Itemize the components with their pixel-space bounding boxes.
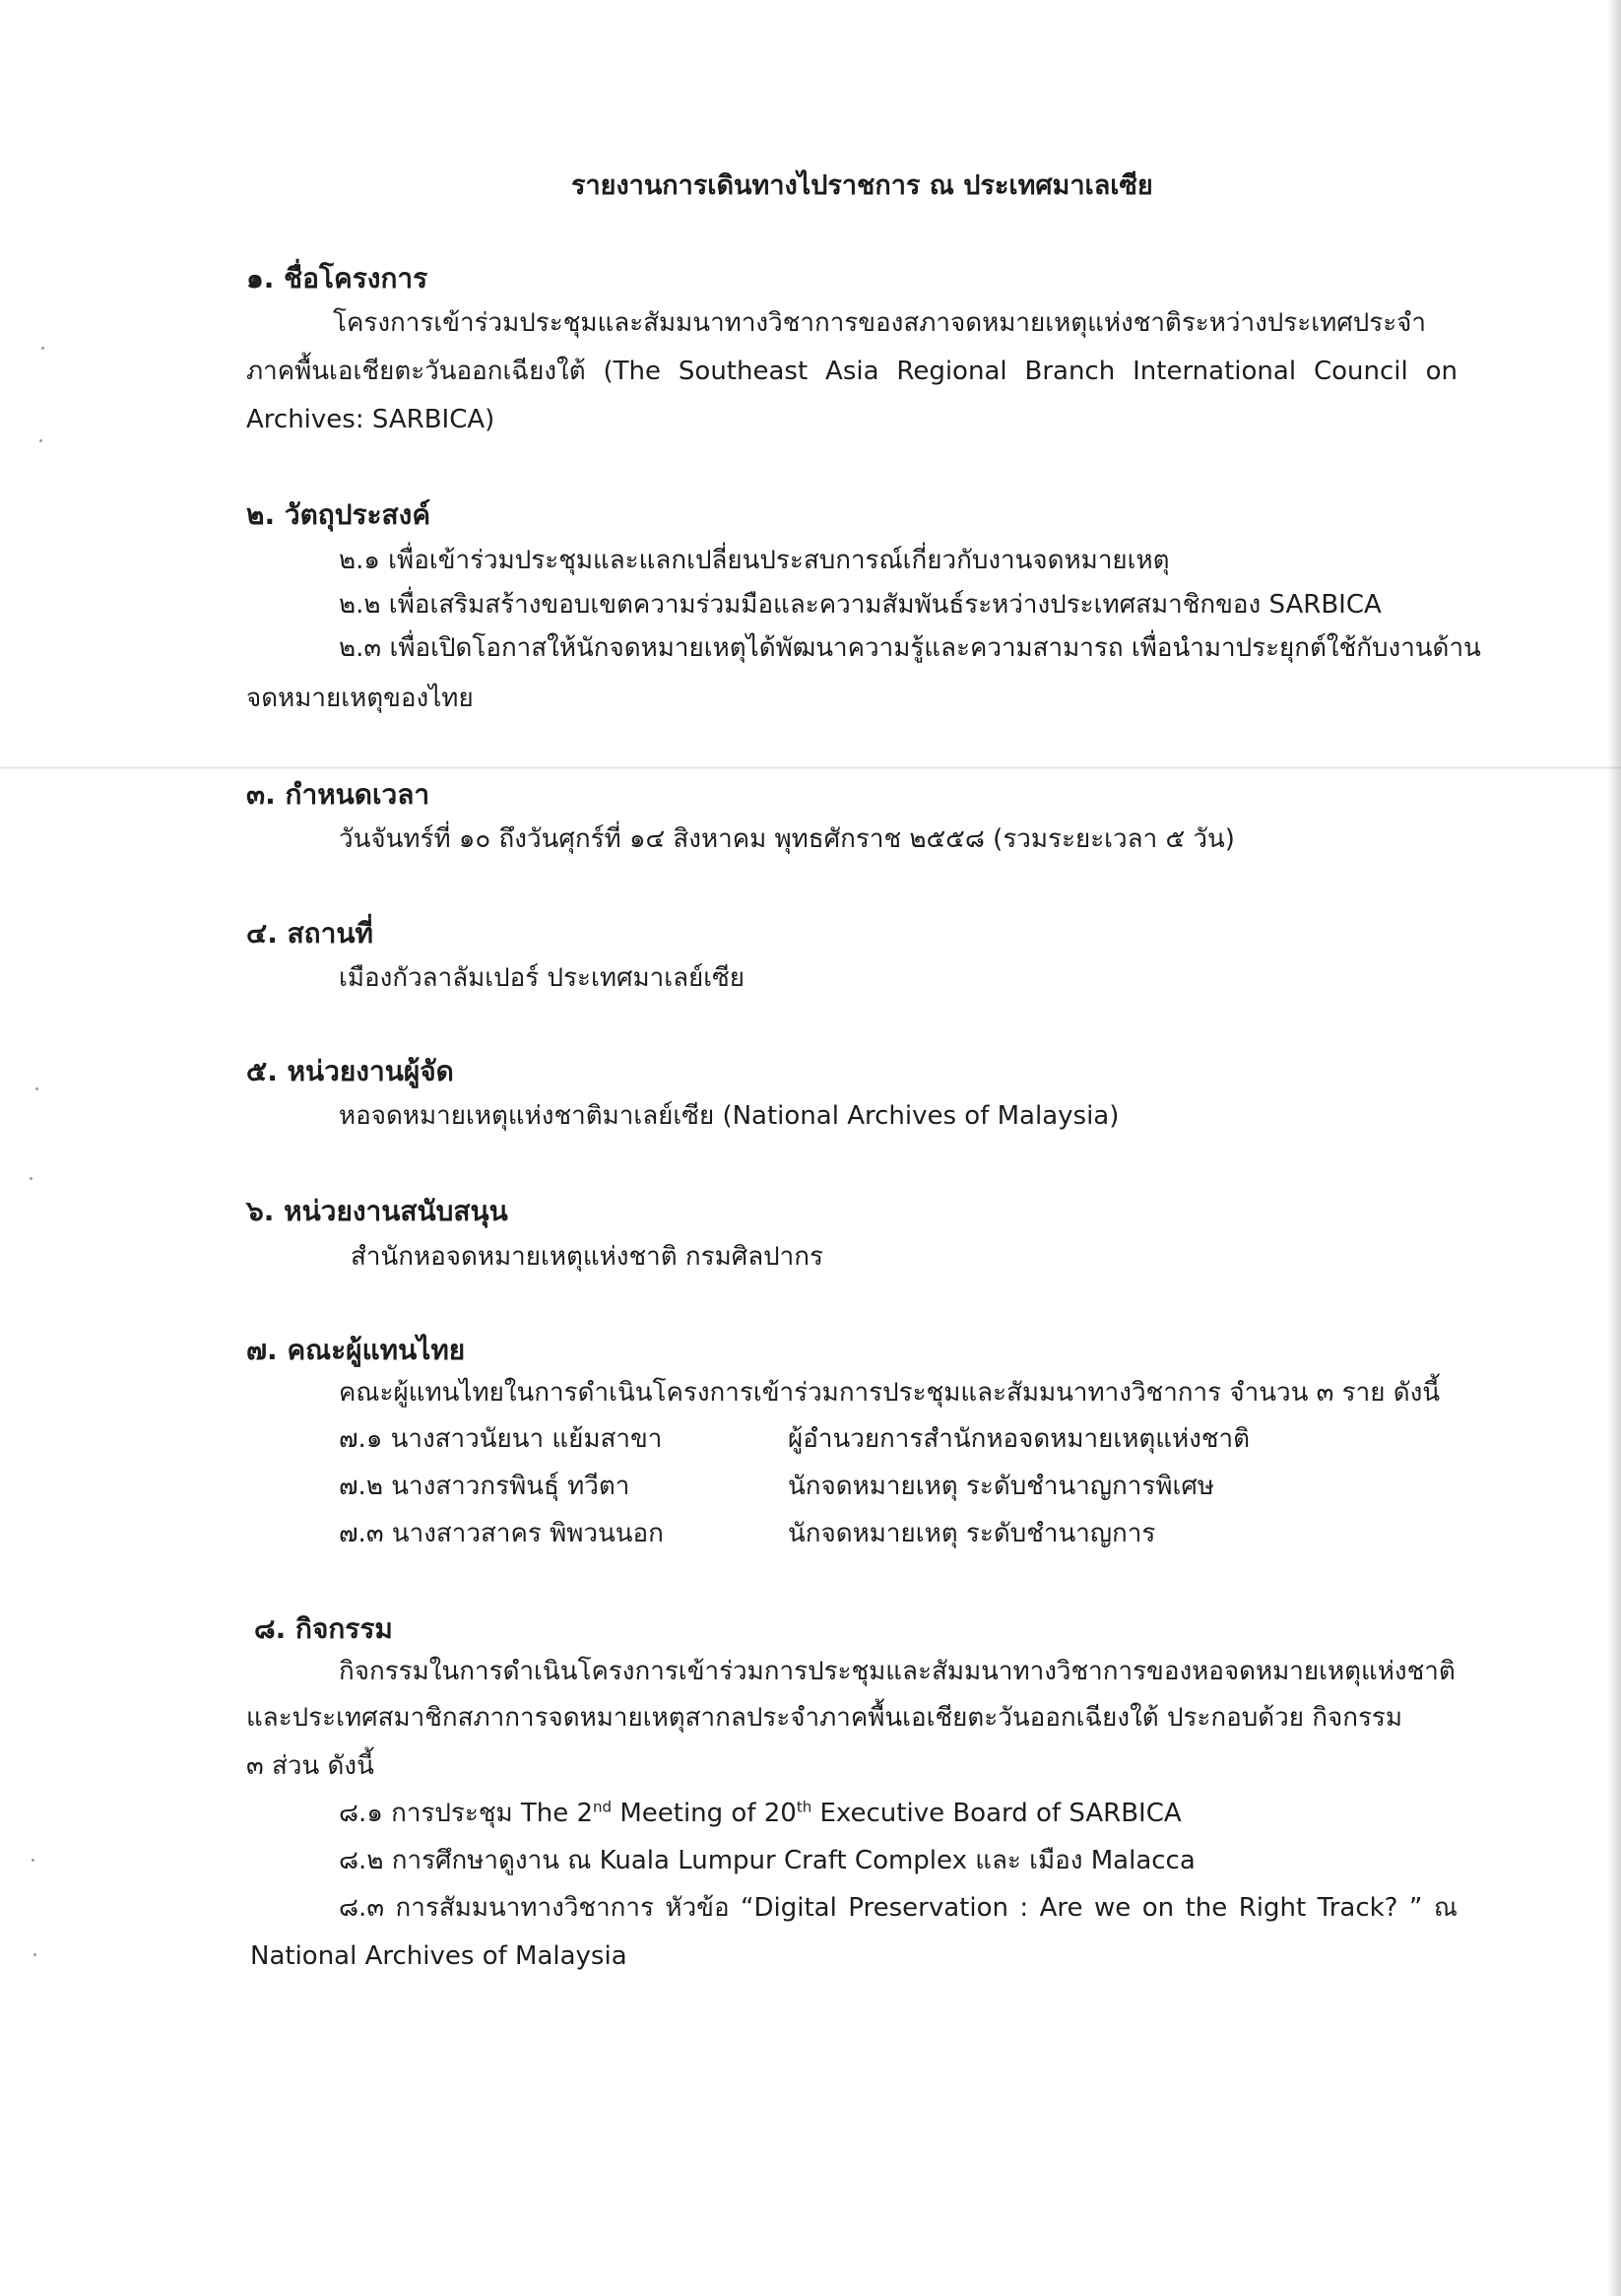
scan-speck <box>32 1859 34 1862</box>
delegation-intro: คณะผู้แทนไทยในการดำเนินโครงการเข้าร่วมการประชุมและสัมมนาทางวิชาการ จำนวน ๓ ราย ดังนี้ <box>339 1378 1441 1408</box>
activity-item-1-part: Executive Board of SARBICA <box>811 1799 1182 1828</box>
delegate-role: ผู้อำนวยการสำนักหอจดหมายเหตุแห่งชาติ <box>788 1424 1250 1454</box>
section-5-heading: ๕. หน่วยงานผู้จัด <box>246 1055 454 1087</box>
delegate-name: ๗.๒ นางสาวกรพินธุ์ ทวีตา <box>339 1472 630 1501</box>
activities-text-line-2: และประเทศสมาชิกสภาการจดหมายเหตุสากลประจำภาคพื้นเอเชียตะวันออกเฉียงใต้ ประกอบด้วย กิจกรรม <box>246 1703 1403 1733</box>
supporter-text: สำนักหอจดหมายเหตุแห่งชาติ กรมศิลปากร <box>351 1242 823 1272</box>
document-title: รายงานการเดินทางไปราชการ ณ ประเทศมาเลเซีย <box>571 170 1153 201</box>
organizer-text: หอจดหมายเหตุแห่งชาติมาเลย์เซีย (National Archives of Malaysia) <box>339 1101 1120 1131</box>
objective-item-2: ๒.๒ เพื่อเสริมสร้างขอบเขตความร่วมมือและความสัมพันธ์ระหว่างประเทศสมาชิกของ SARBICA <box>339 590 1382 620</box>
ordinal-superscript: nd <box>593 1798 613 1816</box>
scan-speck <box>35 1087 38 1090</box>
activity-item-3: ๘.๓ การสัมมนาทางวิชาการ หัวข้อ “Digital Preservation : Are we on the Right Track? ” ณ <box>339 1893 1458 1923</box>
objective-item-3: ๒.๓ เพื่อเปิดโอกาสให้นักจดหมายเหตุได้พัฒนาความรู้และความสามารถ เพื่อนำมาประยุกต์ใช้กับงานด้าน <box>339 633 1481 663</box>
paper-fold-line <box>0 766 1621 769</box>
activities-text-line-1: กิจกรรมในการดำเนินโครงการเข้าร่วมการประชุมและสัมมนาทางวิชาการของหอจดหมายเหตุแห่งชาติ <box>339 1657 1456 1686</box>
section-8-heading: ๘. กิจกรรม <box>254 1612 393 1645</box>
activities-text-line-3: ๓ ส่วน ดังนี้ <box>246 1751 374 1781</box>
delegate-role: นักจดหมายเหตุ ระดับชำนาญการ <box>788 1519 1156 1548</box>
activity-item-1-part: ๘.๑ การประชุม The 2 <box>339 1799 594 1828</box>
section-1-text-line-2: ภาคพื้นเอเชียตะวันออกเฉียงใต้ (The Southeast Asia Regional Branch International Council on <box>246 357 1458 386</box>
delegate-name: ๗.๓ นางสาวสาคร พิพวนนอก <box>339 1519 664 1548</box>
activity-item-2: ๘.๒ การศึกษาดูงาน ณ Kuala Lumpur Craft Complex และ เมือง Malacca <box>339 1846 1196 1875</box>
section-4-heading: ๔. สถานที่ <box>246 917 373 950</box>
ordinal-superscript: th <box>796 1798 812 1816</box>
objective-item-3-continued: จดหมายเหตุของไทย <box>246 684 474 713</box>
scan-speck <box>33 1953 36 1956</box>
delegate-role: นักจดหมายเหตุ ระดับชำนาญการพิเศษ <box>788 1472 1214 1501</box>
activity-item-3-continued: National Archives of Malaysia <box>250 1941 627 1971</box>
delegate-name: ๗.๑ นางสาวนัยนา แย้มสาขา <box>339 1424 663 1454</box>
scan-speck <box>30 1177 32 1180</box>
section-3-heading: ๓. กำหนดเวลา <box>246 778 430 811</box>
section-2-heading: ๒. วัตถุประสงค์ <box>246 498 431 531</box>
scan-speck <box>41 347 44 350</box>
section-7-heading: ๗. คณะผู้แทนไทย <box>246 1334 466 1366</box>
section-1-heading: ๑. ชื่อโครงการ <box>246 262 428 295</box>
activity-item-1-part: Meeting of 20 <box>612 1799 797 1828</box>
location-text: เมืองกัวลาลัมเปอร์ ประเทศมาเลย์เซีย <box>339 963 746 993</box>
scan-speck <box>39 439 42 442</box>
schedule-text: วันจันทร์ที่ ๑๐ ถึงวันศุกร์ที่ ๑๔ สิงหาคม พุทธศักราช ๒๕๕๘ (รวมระยะเวลา ๕ วัน) <box>339 824 1235 854</box>
objective-item-1: ๒.๑ เพื่อเข้าร่วมประชุมและแลกเปลี่ยนประสบการณ์เกี่ยวกับงานจดหมายเหตุ <box>339 546 1170 575</box>
scan-edge-shadow <box>1607 0 1621 2296</box>
section-1-text-line-1: โครงการเข้าร่วมประชุมและสัมมนาทางวิชาการของสภาจดหมายเหตุแห่งชาติระหว่างประเทศประจำ <box>333 308 1427 338</box>
activity-item-1 <box>339 1797 1182 1830</box>
section-6-heading: ๖. หน่วยงานสนับสนุน <box>246 1195 508 1227</box>
section-1-text-line-3: Archives: SARBICA) <box>246 405 495 434</box>
